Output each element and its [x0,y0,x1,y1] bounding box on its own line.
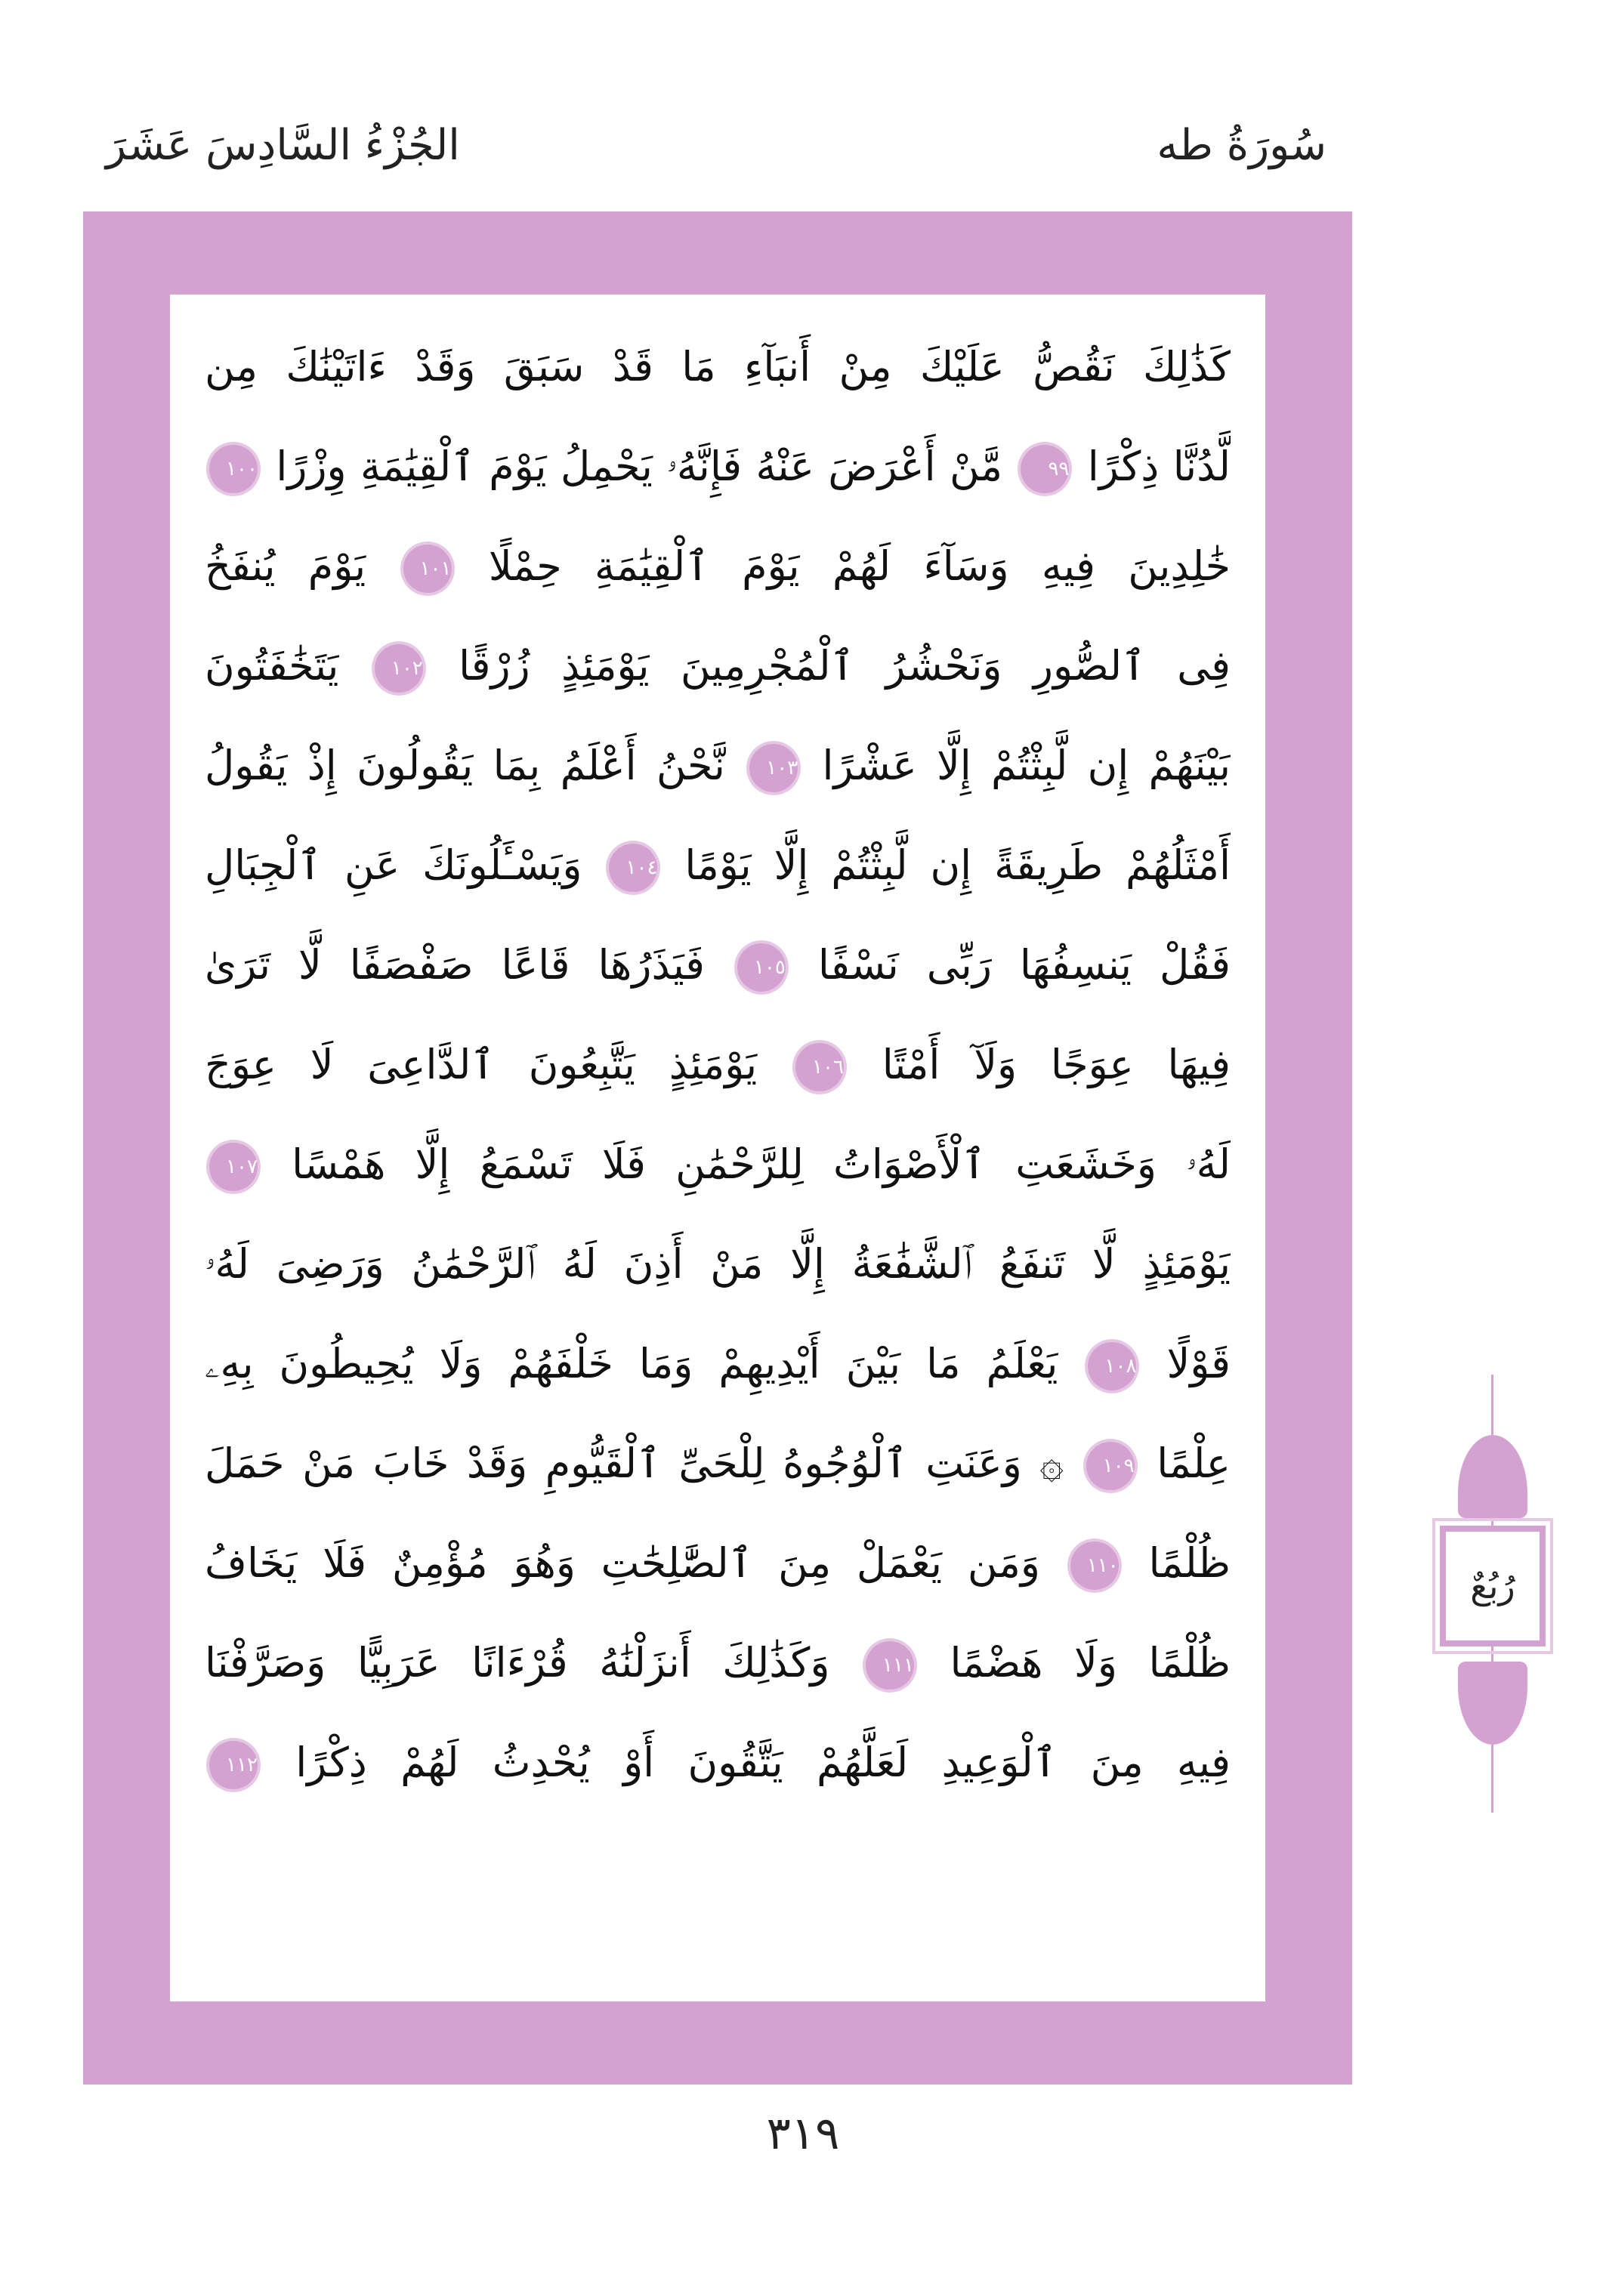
verse-text: يَتَخَٰفَتُونَ [205,642,339,690]
ayah-number-marker: ١٠٧ [209,1143,258,1191]
verse-text: يَعْلَمُ مَا بَيْنَ أَيْدِيهِمْ وَمَا خَلْفَهُمْ وَلَا يُحِيطُونَ بِهِۦ [205,1340,1058,1387]
verse-text: خَٰلِدِينَ فِيهِ وَسَآءَ لَهُمْ يَوْمَ ٱلْقِيَٰمَةِ حِمْلًا [488,542,1231,590]
verse-line [205,417,1231,517]
page-frame [83,211,1352,2085]
verse-line [205,1214,1231,1314]
verse-text: فِيهِ مِنَ ٱلْوَعِيدِ لَعَلَّهُمْ يَتَّقُونَ أَوْ يُحْدِثُ لَهُمْ ذِكْرًا [295,1739,1231,1786]
quarter-label: رُبُعٌ [1440,1526,1546,1646]
verse-text: عِلْمًا [1157,1440,1231,1487]
verse-line [205,716,1231,816]
quarter-marker [1432,1375,1553,1813]
verse-line [205,1414,1231,1514]
surah-title: سُورَةُ طه [1157,121,1326,170]
quarter-marker-dome-top [1458,1435,1527,1518]
verse-text: نَّحْنُ أَعْلَمُ بِمَا يَقُولُونَ إِذْ يَقُولُ [205,742,725,789]
verse-text: فَقُلْ يَنسِفُهَا رَبِّى نَسْفًا [817,941,1231,989]
verse-line [205,816,1231,915]
verse-text: ظُلْمًا [1148,1539,1231,1587]
ayah-number-marker: ١٠٩ [1086,1442,1135,1490]
verse-text: أَمْثَلُهُمْ طَرِيقَةً إِن لَّبِثْتُمْ إِلَّا يَوْمًا [684,841,1231,889]
verse-text: وَكَذَٰلِكَ أَنزَلْنَٰهُ قُرْءَانًا عَرَبِيًّا وَصَرَّفْنَا [205,1639,830,1687]
verse-line [205,1514,1231,1613]
verse-text: قَوْلًا [1166,1340,1231,1387]
ayah-number-marker: ١٠٣ [749,744,798,792]
ayah-number-marker: ١٠٦ [795,1043,844,1091]
frame-scallop-bottom [83,2071,1352,2098]
verse-line [205,1314,1231,1414]
verse-line [205,915,1231,1015]
ayah-number-marker: ١٠٥ [737,943,786,992]
verse-text: وَمَن يَعْمَلْ مِنَ ٱلصَّٰلِحَٰتِ وَهُوَ مُؤْمِنٌ فَلَا يَخَافُ [205,1539,1040,1587]
verse-text: يَوْمَئِذٍ يَتَّبِعُونَ ٱلدَّاعِىَ لَا عِوَجَ [205,1041,758,1088]
juz-title: الجُزْءُ السَّادِسَ عَشَرَ [106,121,460,170]
page-number: ٣١٩ [766,2107,840,2160]
ayah-number-marker: ١٠٤ [609,844,657,892]
verse-line [205,517,1231,616]
ayah-number-marker: ١١٠ [1070,1541,1119,1590]
verse-line [205,1713,1231,1813]
verse-line [205,317,1231,417]
text-panel [170,295,1265,2001]
verse-text: فِى ٱلصُّورِ وَنَحْشُرُ ٱلْمُجْرِمِينَ يَوْمَئِذٍ زُرْقًا [459,642,1231,690]
frame-scallop-top [83,198,1352,225]
verse-line [205,1613,1231,1713]
verse-text: مَّنْ أَعْرَضَ عَنْهُ فَإِنَّهُۥ يَحْمِلُ يَوْمَ ٱلْقِيَٰمَةِ وِزْرًا [276,443,1003,490]
verse-text: يَوْمَئِذٍ لَّا تَنفَعُ ٱلشَّفَٰعَةُ إِلَّا مَنْ أَذِنَ لَهُ ٱلرَّحْمَٰنُ وَرَضِىَ لَهُۥ [205,1240,1231,1288]
verse-text: يَوْمَ يُنفَخُ [205,542,366,590]
ayah-number-marker: ١٠٠ [209,445,258,493]
frame-scallop-left [69,211,97,2085]
verse-text: ظُلْمًا وَلَا هَضْمًا [950,1639,1231,1687]
ayah-number-marker: ١٠١ [403,545,452,593]
verse-text: فَيَذَرُهَا قَاعًا صَفْصَفًا لَّا تَرَىٰ [205,941,705,989]
verse-line [205,1115,1231,1214]
ayah-number-marker: ١٠٨ [1088,1342,1136,1390]
verse-text: وَيَسْـَٔلُونَكَ عَنِ ٱلْجِبَالِ [205,841,582,889]
verse-text: لَهُۥ وَخَشَعَتِ ٱلْأَصْوَاتُ لِلرَّحْمَٰنِ فَلَا تَسْمَعُ إِلَّا هَمْسًا [292,1140,1231,1188]
verse-text: بَيْنَهُمْ إِن لَّبِثْتُمْ إِلَّا عَشْرًا [822,742,1231,789]
ayah-number-marker: ١٠٢ [375,644,423,693]
verse-line [205,1015,1231,1115]
verse-lines [205,317,1231,1813]
ayah-number-marker: ١١١ [866,1641,914,1690]
verse-text: كَذَٰلِكَ نَقُصُّ عَلَيْكَ مِنْ أَنبَآءِ مَا قَدْ سَبَقَ وَقَدْ ءَاتَيْنَٰكَ مِن [205,343,1231,390]
verse-text: فِيهَا عِوَجًا وَلَآ أَمْتًا [882,1041,1231,1088]
verse-line [205,616,1231,716]
ayah-number-marker: ١١٢ [209,1741,258,1789]
verse-text: لَّدُنَّا ذِكْرًا [1087,443,1231,490]
frame-scallop-right [1339,211,1366,2085]
quarter-marker-dome-bottom [1458,1662,1527,1745]
verse-text: ۞ وَعَنَتِ ٱلْوُجُوهُ لِلْحَىِّ ٱلْقَيُّومِ وَقَدْ خَابَ مَنْ حَمَلَ [205,1440,1064,1487]
ayah-number-marker: ٩٩ [1021,445,1069,493]
